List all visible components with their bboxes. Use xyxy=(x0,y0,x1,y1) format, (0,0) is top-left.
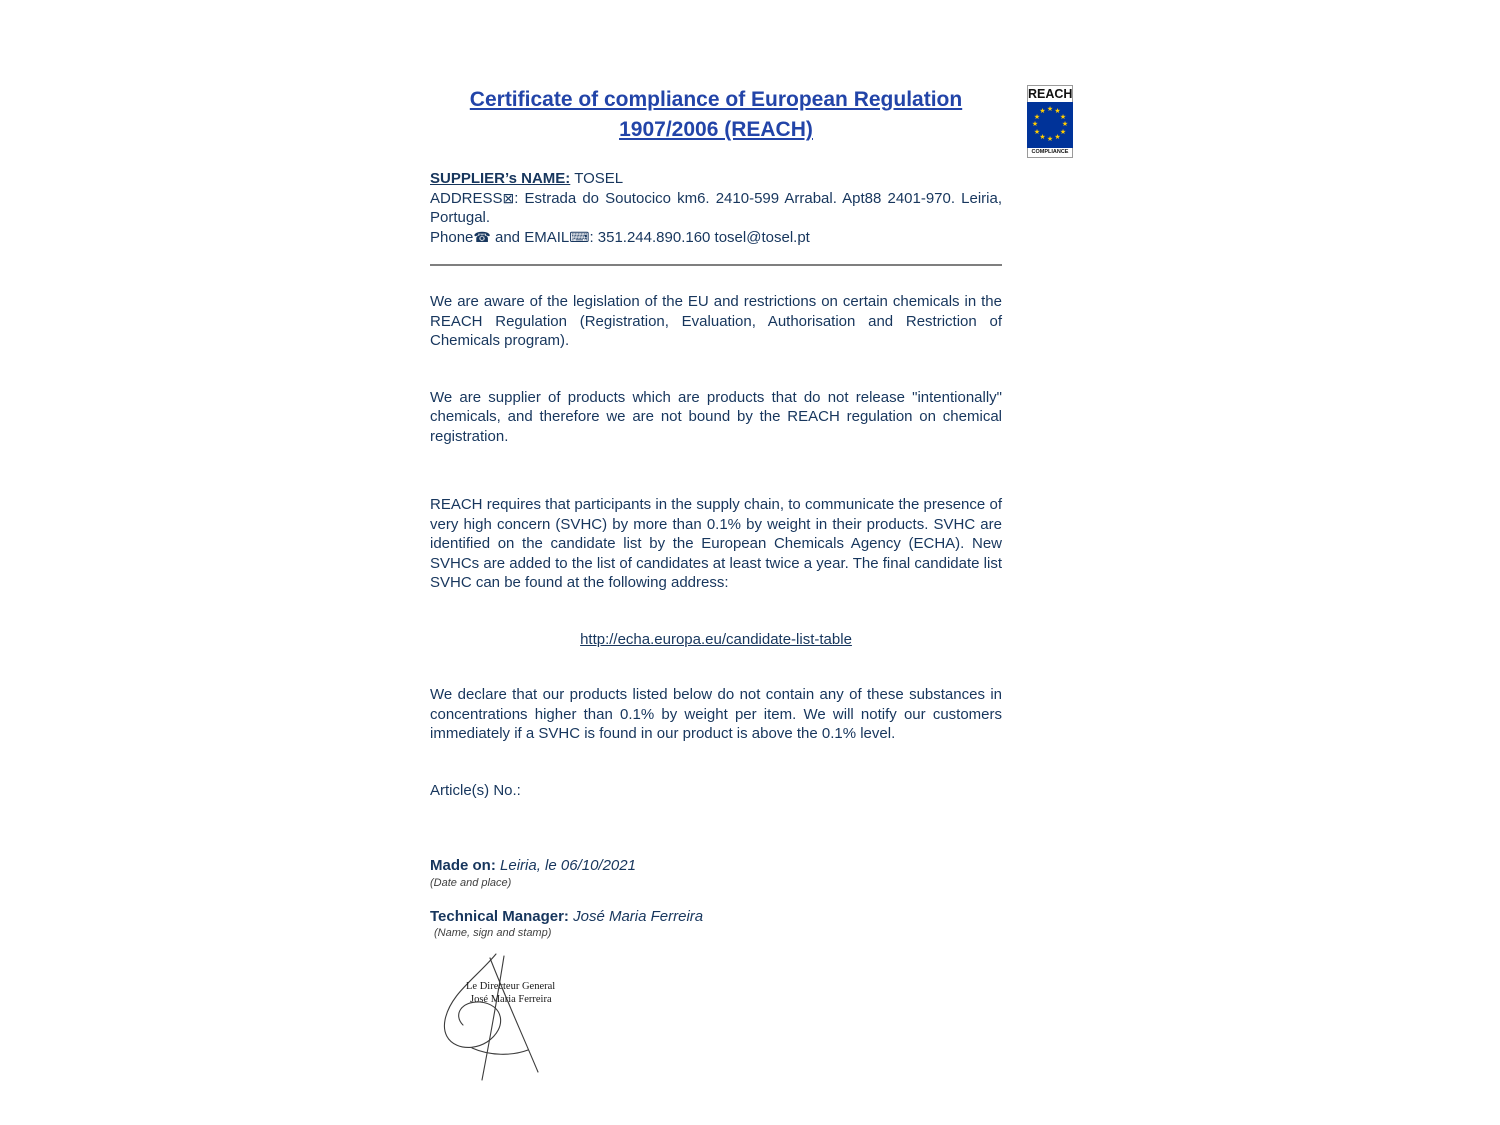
made-on-value: Leiria, le 06/10/2021 xyxy=(500,857,636,874)
paragraph-reach-requirements: REACH requires that participants in the supply chain, to communicate the presence of very high concern (SVHC) by more than 0.1% by weight in their products. SVHC are identified on the candidate list by the European Chemicals Agency (ECHA). New SVHCs are added to the list of candidates at least twice a year. The final candidate list SVHC can be found at the following address: xyxy=(430,496,1002,591)
header-divider xyxy=(430,264,1002,266)
eu-star-icon: ★ xyxy=(1031,121,1039,128)
eu-star-icon: ★ xyxy=(1039,108,1046,115)
document-content xyxy=(430,85,1002,1084)
paragraph-declaration: We declare that our products listed below do not contain any of these substances in concentrations higher than 0.1% by weight per item. We will notify our customers immediately if a SVHC is found in our product is above the 0.1% level. xyxy=(430,686,1002,742)
title-line-2: 1907/2006 (REACH) xyxy=(619,118,813,141)
address-label: ADDRESS xyxy=(430,189,503,207)
email-label: and EMAIL xyxy=(490,228,570,246)
reach-logo-text: REACH xyxy=(1028,87,1073,101)
signature-block xyxy=(432,952,622,1084)
phone-label: Phone xyxy=(430,228,474,246)
eu-star-icon: ★ xyxy=(1046,136,1054,143)
articles-number-label: Article(s) No.: xyxy=(430,781,521,799)
eu-star-icon: ★ xyxy=(1054,108,1061,115)
supplier-address-line xyxy=(430,189,1002,228)
made-on-line xyxy=(430,856,1002,876)
signature-stamp-text xyxy=(466,980,555,1006)
supplier-name-value: TOSEL xyxy=(574,170,624,187)
paragraph-awareness: We are aware of the legislation of the EU and restrictions on certain chemicals in the REACH Regulation (Registration, Evaluation, Authorisation and Restriction of Chemicals program). xyxy=(430,293,1002,349)
signature-stamp-line-2: José Maria Ferreira xyxy=(470,994,552,1005)
eu-star-icon: ★ xyxy=(1054,133,1061,141)
eu-star-icon: ★ xyxy=(1059,113,1067,121)
eu-star-icon: ★ xyxy=(1046,106,1054,113)
phone-icon: ☎ xyxy=(473,228,491,245)
eu-star-icon: ★ xyxy=(1059,128,1067,136)
technical-manager-label: Technical Manager: xyxy=(430,907,569,925)
supplier-block xyxy=(430,169,1002,247)
technical-manager-value: José Maria Ferreira xyxy=(573,907,704,925)
supplier-name-line xyxy=(430,169,1002,189)
compliance-logo-text: COMPLIANCE xyxy=(1027,148,1073,158)
envelope-icon: ⊠ xyxy=(502,189,515,206)
eu-star-icon: ★ xyxy=(1039,133,1046,141)
address-value: : Estrada do Soutocico km6. 2410-599 Arrabal. Apt88 2401-970. Leiria, Portugal. xyxy=(430,189,1002,226)
contact-value: : 351.244.890.160 tosel@tosel.pt xyxy=(589,228,810,246)
made-on-label: Made on: xyxy=(430,857,496,874)
signature-scribble-icon xyxy=(432,952,622,1084)
page-title xyxy=(430,85,1002,145)
eu-star-icon: ★ xyxy=(1033,128,1041,136)
eu-flag-icon xyxy=(1027,102,1073,148)
eu-star-icon: ★ xyxy=(1033,113,1041,121)
candidate-list-link[interactable]: http://echa.europa.eu/candidate-list-table xyxy=(580,630,852,648)
supplier-name-label: SUPPLIER’s NAME: xyxy=(430,170,571,187)
technical-manager-line xyxy=(430,907,1002,927)
reach-compliance-logo xyxy=(1027,85,1073,158)
signature-stamp-line-1: Le Directeur General xyxy=(466,981,556,992)
fax-email-icon: ⌨ xyxy=(569,228,590,245)
title-line-1: Certificate of compliance of European Regulation xyxy=(469,88,963,111)
eu-star-icon: ★ xyxy=(1061,121,1069,128)
paragraph-supplier-statement: We are supplier of products which are products that do not release "intentionally" chemicals, and therefore we are not bound by the REACH regulation on chemical registration. xyxy=(430,388,1002,445)
candidate-list-link-line xyxy=(430,630,1002,650)
supplier-contact-line xyxy=(430,228,1002,248)
date-place-note: (Date and place) xyxy=(430,876,512,889)
name-sign-stamp-note: (Name, sign and stamp) xyxy=(434,927,552,939)
